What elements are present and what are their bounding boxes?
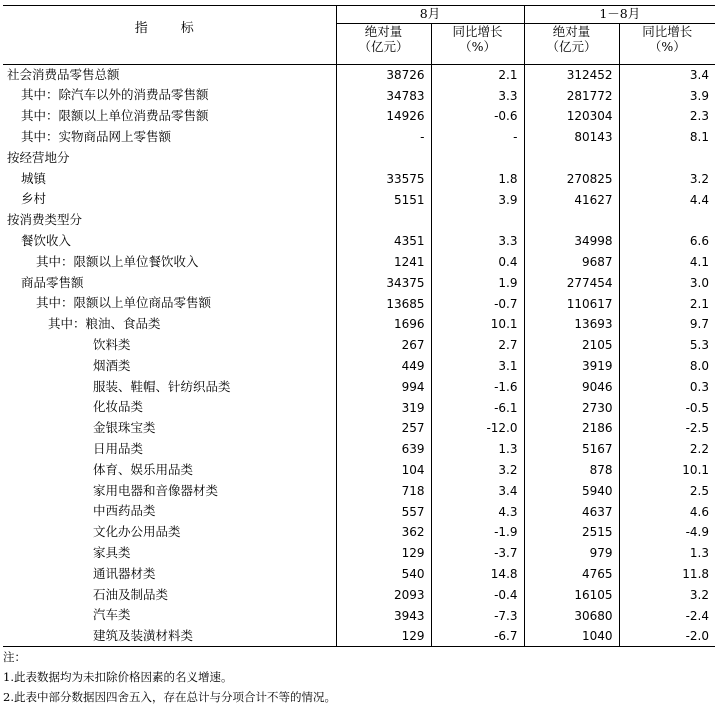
- aug-growth-cell: 10.1: [431, 314, 524, 335]
- row-label: 日用品类: [93, 440, 144, 456]
- aug-growth-cell: 3.1: [431, 356, 524, 377]
- table-row: [3, 272, 715, 293]
- aug-value-cell: 34375: [336, 272, 431, 293]
- table-row: [3, 314, 715, 335]
- aug-growth-cell: 1.9: [431, 272, 524, 293]
- table-row: [3, 376, 715, 397]
- aug-value-header: 绝对量 （亿元）: [336, 24, 431, 65]
- note-2: 2.此表中部分数据因四舍五入，存在总计与分项合计不等的情况。: [3, 690, 336, 705]
- notes-heading: 注：: [3, 650, 26, 665]
- ytd-value-cell: 5167: [524, 439, 619, 460]
- ytd-value-cell: 3919: [524, 356, 619, 377]
- table-row: [3, 626, 715, 647]
- table-row: [3, 460, 715, 481]
- aug-growth-cell: 1.3: [431, 439, 524, 460]
- aug-growth-cell: -1.6: [431, 376, 524, 397]
- ytd-growth-cell: [619, 210, 715, 231]
- aug-growth-cell: 0.4: [431, 252, 524, 273]
- aug-growth-cell: 3.9: [431, 189, 524, 210]
- aug-value-cell: 4351: [336, 231, 431, 252]
- aug-value-cell: -: [336, 127, 431, 148]
- aug-value-cell: 129: [336, 543, 431, 564]
- aug-growth-cell: 3.4: [431, 480, 524, 501]
- aug-growth-cell: 2.7: [431, 335, 524, 356]
- ytd-growth-cell: 4.6: [619, 501, 715, 522]
- row-label: 家具类: [93, 544, 131, 560]
- aug-growth-cell: 3.2: [431, 460, 524, 481]
- aug-growth-cell: [431, 210, 524, 231]
- ytd-growth-cell: 2.5: [619, 480, 715, 501]
- row-label: 按消费类型分: [7, 212, 83, 228]
- aug-value-cell: 540: [336, 564, 431, 585]
- row-label: 其中：限额以上单位餐饮收入: [36, 253, 199, 269]
- aug-growth-cell: 2.1: [431, 65, 524, 86]
- aug-value-cell: 1241: [336, 252, 431, 273]
- table-row: [3, 85, 715, 106]
- table-row: [3, 65, 715, 86]
- ytd-growth-cell: 2.3: [619, 106, 715, 127]
- aug-value-cell: 257: [336, 418, 431, 439]
- aug-growth-cell: -3.7: [431, 543, 524, 564]
- ytd-value-cell: 4765: [524, 564, 619, 585]
- ytd-value-cell: 1040: [524, 626, 619, 647]
- aug-value-cell: 13685: [336, 293, 431, 314]
- table-row: [3, 584, 715, 605]
- table-notes: [3, 647, 715, 707]
- row-label: 商品零售额: [21, 274, 84, 290]
- aug-growth-cell: -0.4: [431, 584, 524, 605]
- row-label: 建筑及装潢材料类: [93, 627, 194, 643]
- row-label: 城镇: [21, 170, 47, 186]
- ytd-value-cell: 2730: [524, 397, 619, 418]
- ytd-value-cell: 9046: [524, 376, 619, 397]
- row-label: 中西药品类: [93, 503, 156, 519]
- ytd-growth-cell: 1.3: [619, 543, 715, 564]
- ytd-growth-cell: 3.4: [619, 65, 715, 86]
- ytd-value-cell: 979: [524, 543, 619, 564]
- ytd-value-cell: 2515: [524, 522, 619, 543]
- aug-value-cell: 14926: [336, 106, 431, 127]
- indicator-header: 指 标: [3, 6, 336, 65]
- aug-growth-cell: 1.8: [431, 168, 524, 189]
- aug-growth-cell: 3.3: [431, 231, 524, 252]
- august-header: 8月: [336, 6, 524, 24]
- ytd-value-cell: 13693: [524, 314, 619, 335]
- ytd-growth-cell: 8.1: [619, 127, 715, 148]
- note-1: 1.此表数据均为未扣除价格因素的名义增速。: [3, 670, 233, 685]
- row-label: 社会消费品零售总额: [7, 66, 120, 82]
- ytd-growth-cell: -4.9: [619, 522, 715, 543]
- table-row: [3, 252, 715, 273]
- ytd-growth-cell: -0.5: [619, 397, 715, 418]
- ytd-value-cell: 120304: [524, 106, 619, 127]
- table-row: [3, 480, 715, 501]
- ytd-growth-cell: 5.3: [619, 335, 715, 356]
- ytd-value-cell: 5940: [524, 480, 619, 501]
- row-label: 金银珠宝类: [93, 420, 156, 436]
- ytd-value-cell: [524, 210, 619, 231]
- table-row: [3, 501, 715, 522]
- row-label: 石油及制品类: [93, 586, 169, 602]
- row-label: 其中：限额以上单位商品零售额: [36, 295, 212, 311]
- aug-growth-cell: 3.3: [431, 85, 524, 106]
- ytd-value-cell: 4637: [524, 501, 619, 522]
- row-label: 体育、娱乐用品类: [93, 461, 194, 477]
- aug-value-cell: 3943: [336, 605, 431, 626]
- row-label: 化妆品类: [93, 399, 144, 415]
- ytd-value-cell: 270825: [524, 168, 619, 189]
- ytd-value-cell: [524, 148, 619, 169]
- ytd-growth-header: 同比增长 （%）: [619, 24, 715, 65]
- aug-value-cell: 449: [336, 356, 431, 377]
- ytd-growth-cell: [619, 148, 715, 169]
- ytd-growth-cell: 3.2: [619, 584, 715, 605]
- ytd-growth-cell: 9.7: [619, 314, 715, 335]
- table-row: [3, 231, 715, 252]
- retail-sales-table-sheet: [3, 5, 715, 707]
- table-row: [3, 522, 715, 543]
- row-label: 服装、鞋帽、针纺织品类: [93, 378, 231, 394]
- ytd-value-cell: 41627: [524, 189, 619, 210]
- row-label: 饮料类: [93, 337, 131, 352]
- aug-growth-cell: -6.7: [431, 626, 524, 647]
- ytd-value-cell: 30680: [524, 605, 619, 626]
- ytd-growth-cell: 3.2: [619, 168, 715, 189]
- jan-aug-header: 1－8月: [524, 6, 715, 24]
- table-row: [3, 397, 715, 418]
- ytd-growth-cell: 4.1: [619, 252, 715, 273]
- aug-growth-cell: -6.1: [431, 397, 524, 418]
- ytd-value-cell: 2105: [524, 335, 619, 356]
- aug-value-cell: 5151: [336, 189, 431, 210]
- row-label: 乡村: [21, 191, 47, 207]
- ytd-growth-cell: 6.6: [619, 231, 715, 252]
- ytd-growth-cell: 11.8: [619, 564, 715, 585]
- table-header: [3, 6, 715, 65]
- aug-growth-cell: -0.6: [431, 106, 524, 127]
- table-row: [3, 564, 715, 585]
- row-label: 家用电器和音像器材类: [93, 482, 219, 498]
- row-label: 烟酒类: [93, 357, 131, 373]
- aug-value-cell: 267: [336, 335, 431, 356]
- table-row: [3, 418, 715, 439]
- row-label: 按经营地分: [7, 149, 70, 165]
- table-row: [3, 168, 715, 189]
- ytd-growth-cell: 2.1: [619, 293, 715, 314]
- aug-value-cell: 2093: [336, 584, 431, 605]
- ytd-value-cell: 110617: [524, 293, 619, 314]
- table-row: [3, 543, 715, 564]
- retail-sales-table: [3, 5, 715, 647]
- aug-value-cell: 33575: [336, 168, 431, 189]
- table-row: [3, 439, 715, 460]
- ytd-value-cell: 2186: [524, 418, 619, 439]
- row-label: 汽车类: [93, 607, 131, 623]
- table-row: [3, 148, 715, 169]
- ytd-value-cell: 9687: [524, 252, 619, 273]
- aug-value-cell: 718: [336, 480, 431, 501]
- ytd-value-cell: 277454: [524, 272, 619, 293]
- aug-value-cell: 557: [336, 501, 431, 522]
- table-row: [3, 210, 715, 231]
- aug-value-cell: 104: [336, 460, 431, 481]
- table-row: [3, 356, 715, 377]
- aug-growth-header: 同比增长 （%）: [431, 24, 524, 65]
- ytd-growth-cell: 4.4: [619, 189, 715, 210]
- aug-growth-cell: -7.3: [431, 605, 524, 626]
- ytd-growth-cell: 3.0: [619, 272, 715, 293]
- row-label: 通讯器材类: [93, 565, 156, 581]
- ytd-value-header: 绝对量 （亿元）: [524, 24, 619, 65]
- aug-value-cell: 639: [336, 439, 431, 460]
- aug-value-cell: 362: [336, 522, 431, 543]
- aug-value-cell: 994: [336, 376, 431, 397]
- ytd-growth-cell: 2.2: [619, 439, 715, 460]
- ytd-value-cell: 878: [524, 460, 619, 481]
- table-row: [3, 335, 715, 356]
- aug-value-cell: 1696: [336, 314, 431, 335]
- table-row: [3, 605, 715, 626]
- ytd-growth-cell: 0.3: [619, 376, 715, 397]
- aug-growth-cell: -1.9: [431, 522, 524, 543]
- ytd-growth-cell: 3.9: [619, 85, 715, 106]
- aug-value-cell: [336, 210, 431, 231]
- aug-value-cell: 34783: [336, 85, 431, 106]
- row-label: 其中：粮油、食品类: [48, 316, 161, 332]
- ytd-value-cell: 34998: [524, 231, 619, 252]
- aug-value-cell: [336, 148, 431, 169]
- aug-growth-cell: -0.7: [431, 293, 524, 314]
- ytd-growth-cell: 10.1: [619, 460, 715, 481]
- aug-growth-cell: [431, 148, 524, 169]
- aug-value-cell: 319: [336, 397, 431, 418]
- row-label: 其中：实物商品网上零售额: [21, 129, 172, 145]
- table-row: [3, 127, 715, 148]
- aug-growth-cell: 14.8: [431, 564, 524, 585]
- ytd-growth-cell: -2.4: [619, 605, 715, 626]
- ytd-growth-cell: -2.0: [619, 626, 715, 647]
- table-row: [3, 106, 715, 127]
- row-label: 文化办公用品类: [93, 524, 181, 540]
- table-row: [3, 293, 715, 314]
- ytd-value-cell: 312452: [524, 65, 619, 86]
- row-label: 餐饮收入: [21, 233, 72, 249]
- aug-value-cell: 129: [336, 626, 431, 647]
- ytd-value-cell: 16105: [524, 584, 619, 605]
- table-body: [3, 65, 715, 647]
- ytd-growth-cell: 8.0: [619, 356, 715, 377]
- table-row: [3, 189, 715, 210]
- ytd-value-cell: 80143: [524, 127, 619, 148]
- row-label: 其中：除汽车以外的消费品零售额: [21, 87, 209, 103]
- ytd-growth-cell: -2.5: [619, 418, 715, 439]
- aug-growth-cell: 4.3: [431, 501, 524, 522]
- ytd-value-cell: 281772: [524, 85, 619, 106]
- row-label: 其中：限额以上单位消费品零售额: [21, 108, 209, 124]
- aug-growth-cell: -: [431, 127, 524, 148]
- aug-value-cell: 38726: [336, 65, 431, 86]
- aug-growth-cell: -12.0: [431, 418, 524, 439]
